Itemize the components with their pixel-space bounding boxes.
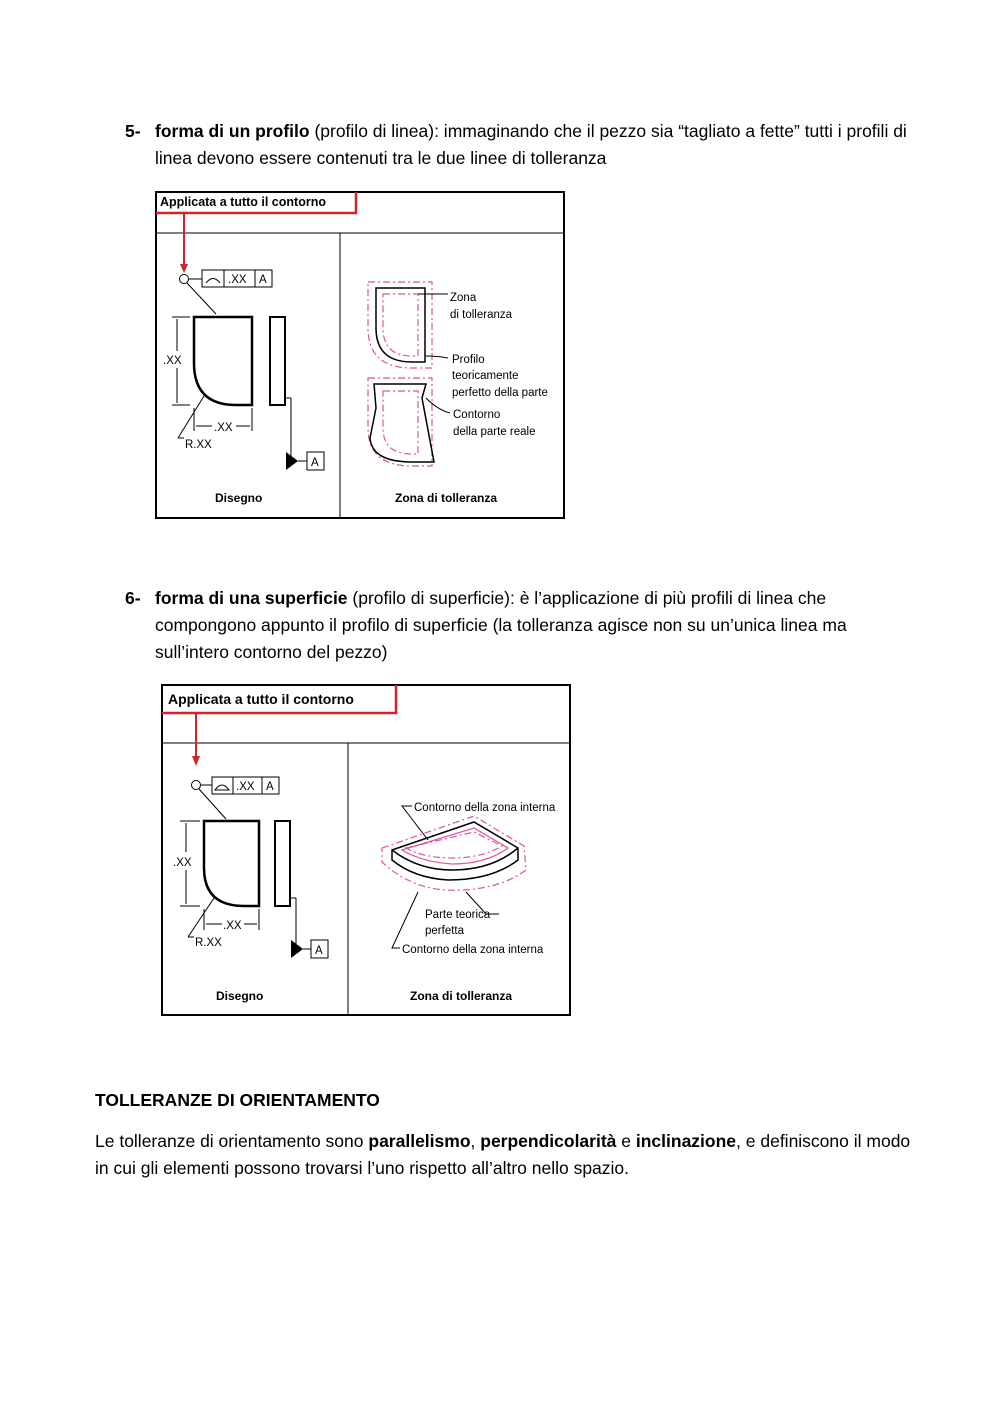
text-run: Le tolleranze di orientamento sono <box>95 1131 369 1151</box>
caption-drawing: Disegno <box>215 491 263 505</box>
text-run: e <box>616 1131 636 1151</box>
dim-radius: R.XX <box>195 937 222 949</box>
section-paragraph <box>95 1128 915 1182</box>
label-contorno-1: Contorno <box>453 409 501 421</box>
dim-height: .XX <box>163 355 182 367</box>
datum-label: A <box>311 457 319 469</box>
list-number: 6- <box>125 588 141 608</box>
bold-term: parallelismo <box>368 1131 471 1151</box>
bold-term: forma di un profilo <box>155 121 310 141</box>
fcf-datum: A <box>266 781 274 793</box>
list-item-6 <box>125 585 925 666</box>
label-profilo-3: perfetto della parte <box>452 387 548 399</box>
bold-term: perpendicolarità <box>480 1131 617 1151</box>
label-bottom: Contorno della zona interna <box>402 944 544 956</box>
figure-header: Applicata a tutto il contorno <box>160 195 326 209</box>
dim-radius: R.XX <box>185 439 212 451</box>
bold-term: forma di una superficie <box>155 588 348 608</box>
list-text <box>155 585 925 666</box>
figure-profile-line <box>150 188 570 528</box>
label-parte-1: Parte teorica <box>425 909 491 921</box>
label-zona-1: Zona <box>450 292 477 304</box>
fcf-datum: A <box>259 274 267 286</box>
datum-label: A <box>315 945 323 957</box>
figure-profile-surface <box>156 680 576 1025</box>
caption-drawing: Disegno <box>216 989 264 1003</box>
text-run: , e definiscono il modo in cui gli elementi possono trovarsi l’uno rispetto all’altro nello spazio. <box>95 1131 911 1178</box>
text-run: , <box>470 1131 481 1151</box>
list-number: 5- <box>125 121 141 141</box>
figure-header: Applicata a tutto il contorno <box>168 691 354 707</box>
dim-width: .XX <box>223 920 242 932</box>
description-text: (profilo di linea): immaginando che il pezzo sia “tagliato a fette” tutti i profili di linea devono essere contenuti tra le due linee di tolleranza <box>155 121 907 168</box>
label-contorno-2: della parte reale <box>453 426 536 438</box>
label-profilo-1: Profilo <box>452 354 485 366</box>
fcf-value: .XX <box>236 781 255 793</box>
caption-zone: Zona di tolleranza <box>395 491 498 505</box>
description-text: (profilo di superficie): è l’applicazione di più profili di linea che compongono appunto il profilo di superficie (la tolleranza agisce non su un’unica linea ma sull’intero contorno del pezzo) <box>155 588 847 662</box>
label-profilo-2: teoricamente <box>452 370 519 382</box>
dim-height: .XX <box>173 857 192 869</box>
fcf-value: .XX <box>228 274 247 286</box>
label-top: Contorno della zona interna <box>414 802 556 814</box>
label-zona-2: di tolleranza <box>450 309 513 321</box>
bold-term: inclinazione <box>635 1131 737 1151</box>
list-item-5 <box>125 118 925 172</box>
label-parte-2: perfetta <box>425 925 464 937</box>
list-text <box>155 118 925 172</box>
section-heading: TOLLERANZE DI ORIENTAMENTO <box>95 1090 380 1110</box>
dim-width: .XX <box>214 422 233 434</box>
caption-zone: Zona di tolleranza <box>410 989 513 1003</box>
